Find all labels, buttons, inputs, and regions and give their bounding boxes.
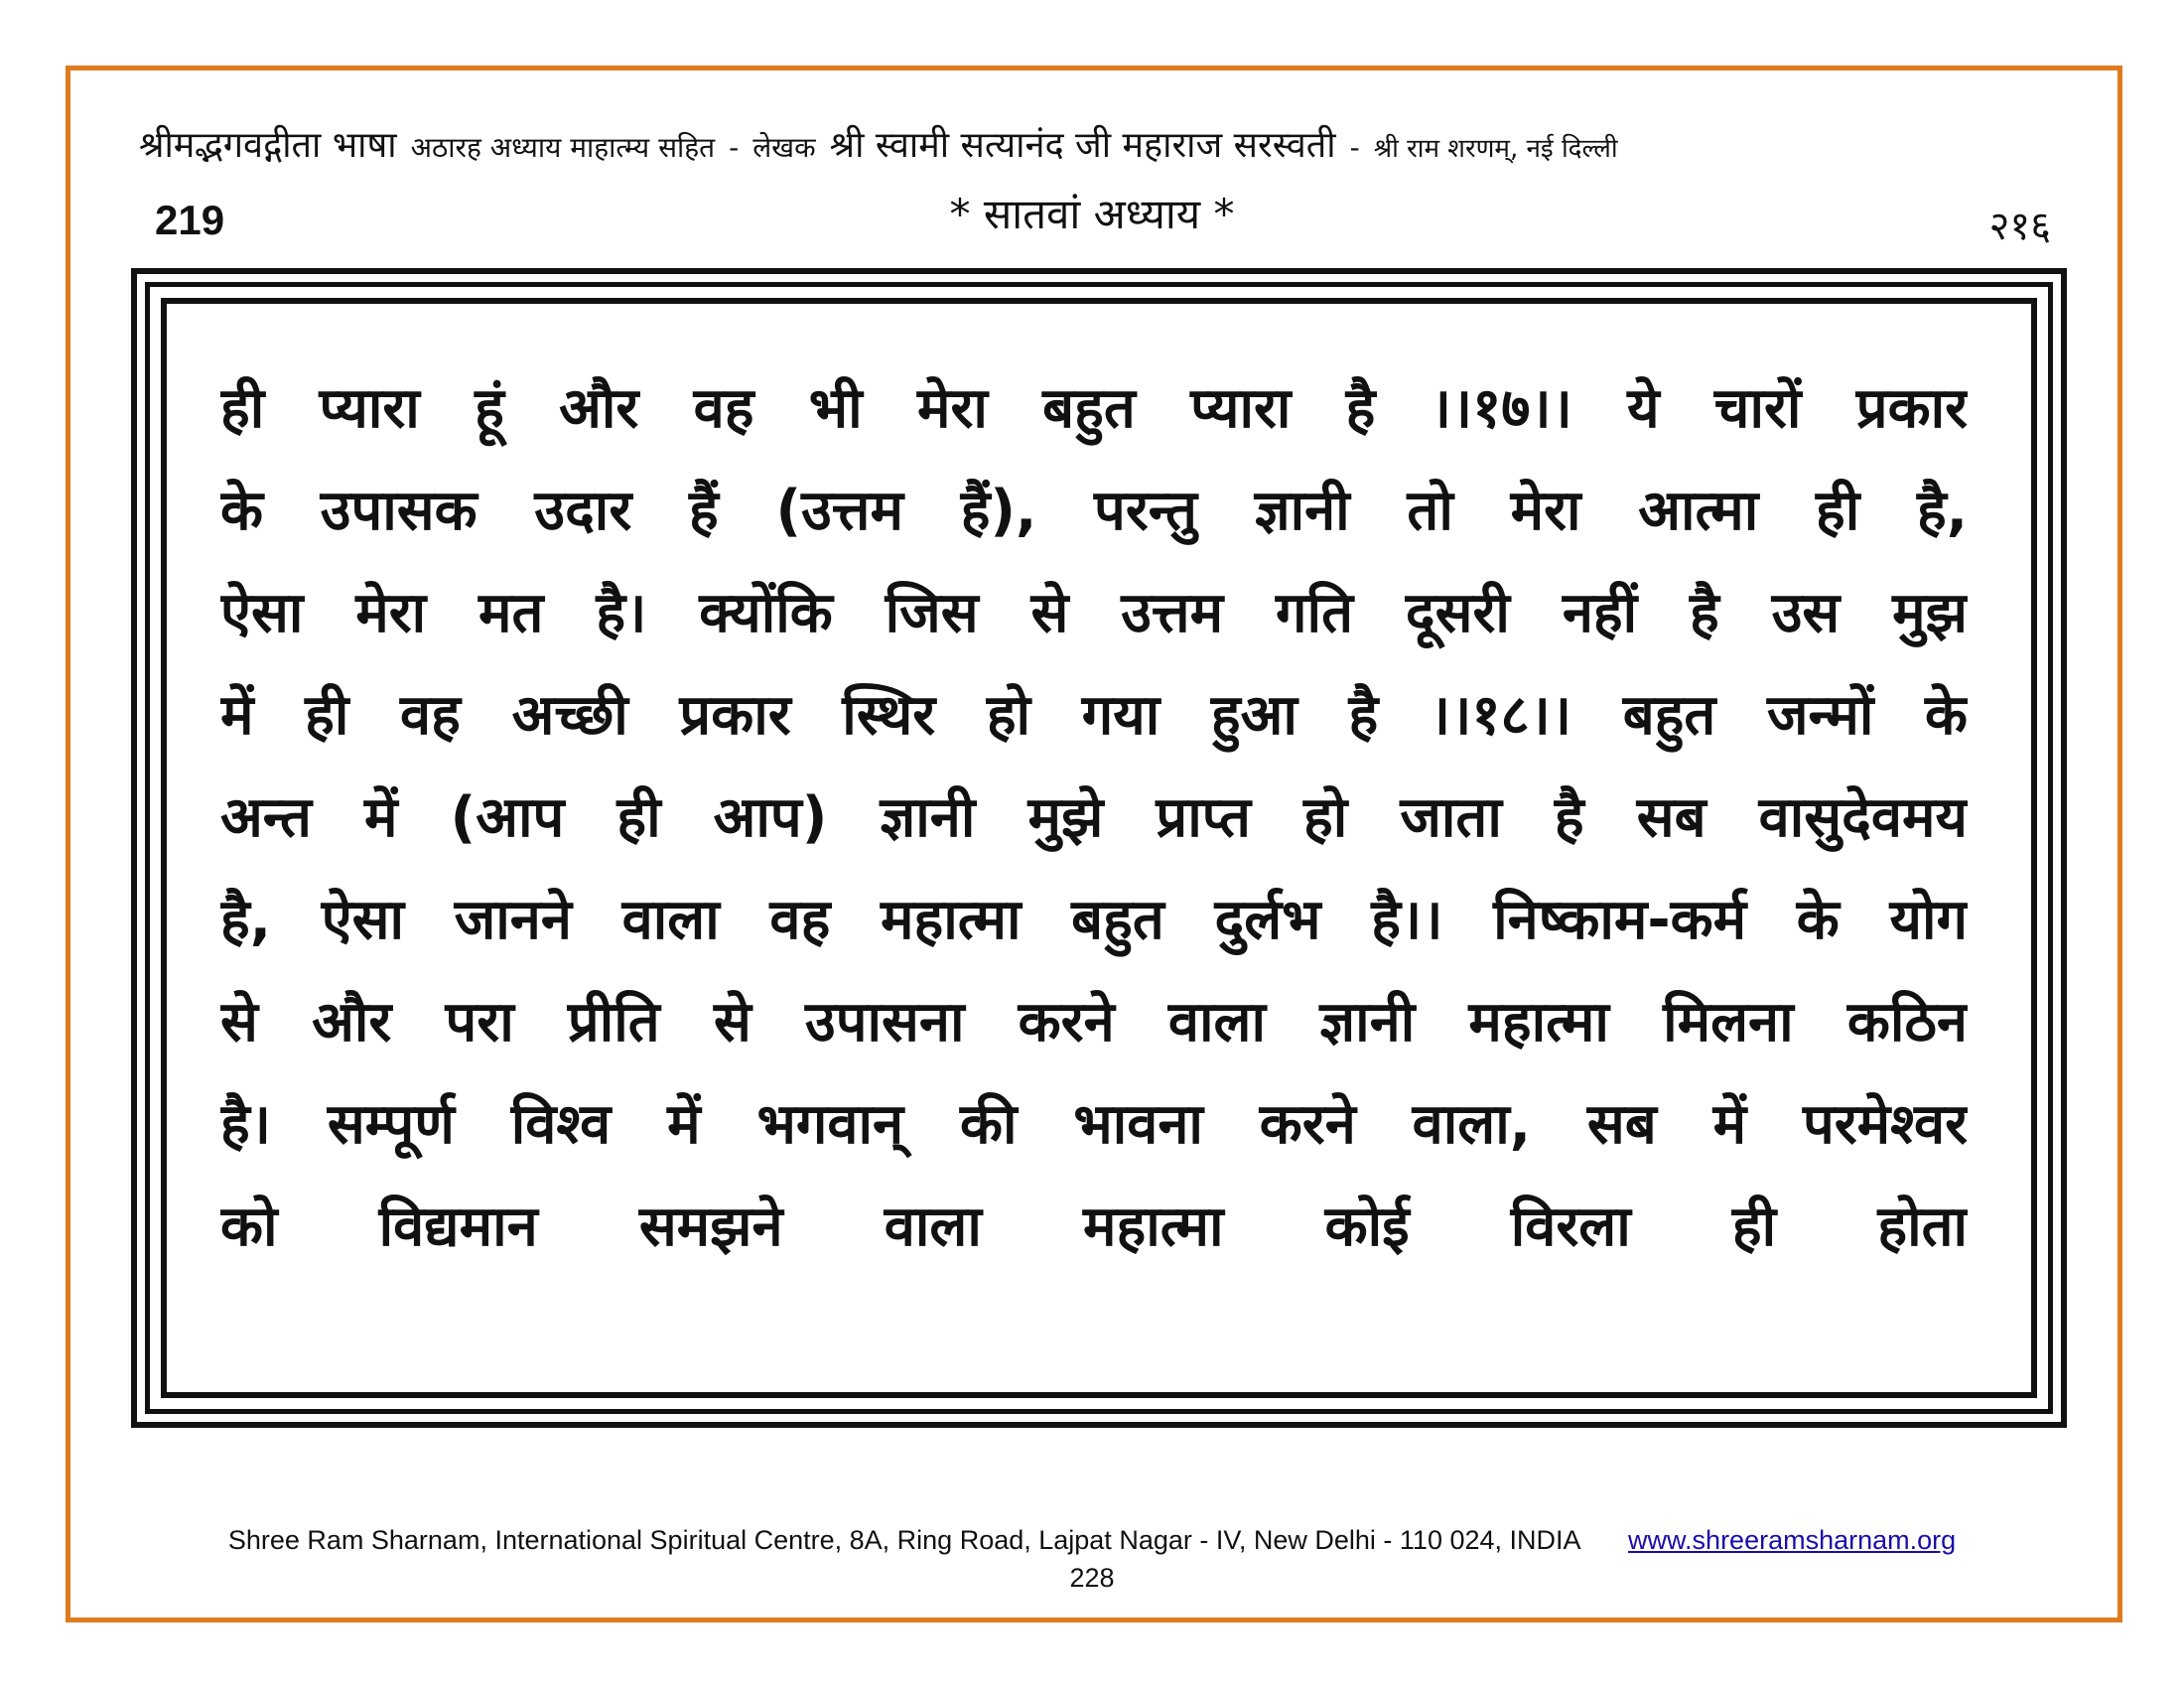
text-line: से और परा प्रीति से उपासना करने वाला ज्ञानी महात्मा मिलना कठिन [220,990,1968,1055]
author-prefix: लेखक [752,131,816,164]
header-separator: - [729,131,740,164]
book-title: श्रीमद्भगवद्गीता भाषा [139,125,397,166]
footer-page-number: 228 [1069,1563,1115,1593]
text-line: ही प्यारा हूं और वह भी मेरा बहुत प्यारा है ।।१७।। ये चारों प्रकार [220,376,1968,441]
header-separator: - [1349,131,1360,164]
text-line: के उपासक उदार हैं (उत्तम हैं), परन्तु ज्ञानी तो मेरा आत्मा ही है, [220,479,1968,543]
text-line: है, ऐसा जानने वाला वह महात्मा बहुत दुर्लभ है।। निष्काम-कर्म के योग [220,888,1968,952]
footer [0,1525,2184,1556]
running-header [139,119,2065,169]
author-name: श्री स्वामी सत्यानंद जी महाराज सरस्वती [829,125,1336,166]
text-line: है। सम्पूर्ण विश्व में भगवान् की भावना करने वाला, सब में परमेश्वर [220,1092,1968,1157]
text-line: ऐसा मेरा मत है। क्योंकि जिस से उत्तम गति दूसरी नहीं है उस मुझ [220,581,1968,645]
chapter-title: * सातवां अध्याय * [949,190,1235,238]
book-subtitle: अठारह अध्याय माहात्म्य सहित [410,131,716,164]
page-number-left: 219 [155,197,225,243]
footer-address: Shree Ram Sharnam, International Spiritual Centre, 8A, Ring Road, Lajpat Nagar - IV, New Delhi - 110 024, INDIA [227,1525,1581,1555]
publisher-place: श्री राम शरणम्, नई दिल्ली [1373,134,1618,164]
text-line: को विद्यमान समझने वाला महात्मा कोई विरला ही होता [220,1195,1968,1259]
website-link[interactable]: www.shreeramsharnam.org [1628,1525,1957,1555]
page-number-right: २१६ [1988,204,2051,249]
text-line: में ही वह अच्छी प्रकार स्थिर हो गया हुआ है ।।१८।। बहुत जन्मों के [220,683,1968,748]
verse-text-body [220,357,1968,1278]
text-line: अन्त में (आप ही आप) ज्ञानी मुझे प्राप्त हो जाता है सब वासुदेवमय [220,785,1968,850]
